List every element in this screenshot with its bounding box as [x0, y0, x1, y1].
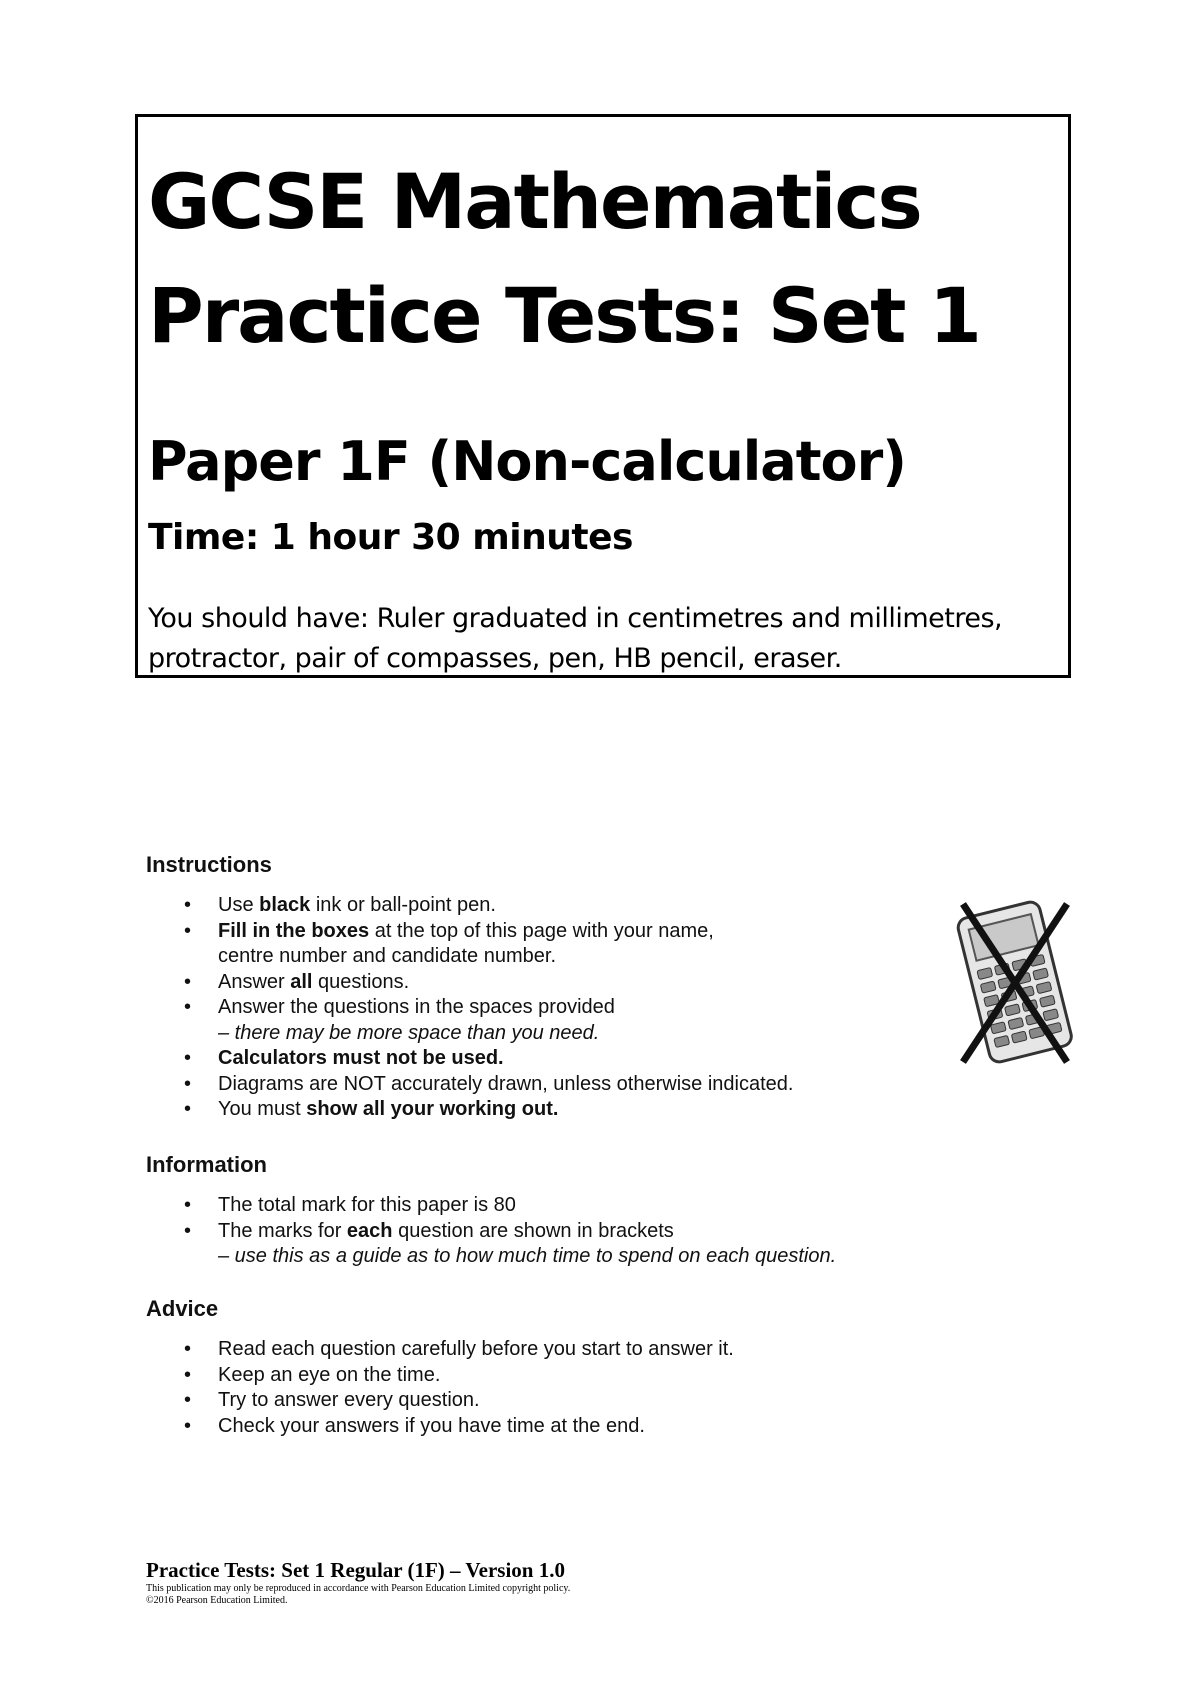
copyright-year: ©2016 Pearson Education Limited.: [146, 1595, 288, 1606]
advice-list: [146, 1337, 734, 1439]
item-text: Check your answers if you have time at the end.: [218, 1414, 645, 1437]
item-text: question are shown in brackets: [392, 1219, 674, 1242]
advice-section: [146, 1295, 734, 1439]
list-item: [146, 1219, 836, 1270]
list-item: [146, 995, 793, 1046]
list-item: [146, 1072, 793, 1098]
footer: [146, 1557, 570, 1607]
item-text: Read each question carefully before you start to answer it.: [218, 1338, 734, 1360]
item-bold: Fill in the boxes: [218, 919, 370, 942]
item-text: Try to answer every question.: [218, 1389, 480, 1411]
instructions-list: [146, 893, 793, 1123]
item-bold: all: [290, 970, 313, 993]
item-text: ink or ball-point pen.: [310, 894, 496, 916]
list-item: [146, 1097, 793, 1123]
list-item: [146, 1046, 793, 1072]
list-item: [146, 970, 793, 996]
instructions-section: [146, 851, 793, 1123]
list-item: [146, 1414, 734, 1440]
information-section: [146, 1151, 836, 1270]
title-box: [135, 114, 1071, 678]
title-line-1: GCSE Mathematics: [148, 157, 921, 246]
paper-title: Paper 1F (Non-calculator): [148, 430, 906, 493]
item-subline: – use this as a guide as to how much time to spend on each question.: [218, 1245, 837, 1267]
item-subline: – there may be more space than you need.: [218, 1021, 600, 1044]
item-text: Answer the questions in the spaces provided: [218, 996, 615, 1018]
item-bold: show all your working out.: [306, 1098, 559, 1120]
item-text: questions.: [312, 970, 410, 993]
list-item: [146, 893, 793, 919]
list-item: [146, 1193, 836, 1219]
crossed-out-calculator-icon: [955, 900, 1075, 1066]
copyright-notice: This publication may only be reproduced in accordance with Pearson Education Limited copyright policy.: [146, 1583, 571, 1594]
equipment-line-1: You should have: Ruler graduated in centimetres and millimetres,: [148, 603, 1003, 634]
item-text: Use: [218, 894, 260, 916]
calculator-icon: [955, 900, 1075, 1066]
time-allowed: Time: 1 hour 30 minutes: [148, 517, 633, 558]
item-text: The marks for: [218, 1219, 347, 1242]
equipment-list: [148, 599, 1058, 679]
item-bold: Calculators must not be used.: [218, 1047, 504, 1069]
footer-title: Practice Tests: Set 1 Regular (1F) – Version 1.0: [146, 1558, 565, 1582]
title-line-2: Practice Tests: Set 1: [148, 271, 980, 360]
item-text: at the top of this page with your name,: [369, 919, 714, 942]
item-text: Diagrams are NOT accurately drawn, unless otherwise indicated.: [218, 1072, 794, 1095]
main-title: [148, 145, 980, 373]
item-text: The total mark for this paper is 80: [218, 1194, 516, 1216]
item-text: Answer: [218, 970, 291, 993]
advice-heading: Advice: [146, 1296, 219, 1321]
information-list: [146, 1193, 836, 1270]
information-heading: Information: [146, 1152, 267, 1177]
item-bold: each: [346, 1219, 393, 1242]
equipment-line-2: protractor, pair of compasses, pen, HB pencil, eraser.: [148, 643, 842, 674]
item-subline: centre number and candidate number.: [218, 945, 556, 967]
instructions-heading: Instructions: [146, 852, 272, 877]
list-item: [146, 1363, 734, 1389]
item-text: You must: [218, 1098, 307, 1120]
item-bold: black: [259, 894, 311, 916]
item-text: Keep an eye on the time.: [218, 1363, 441, 1386]
list-item: [146, 1337, 734, 1363]
list-item: [146, 919, 793, 970]
list-item: [146, 1388, 734, 1414]
